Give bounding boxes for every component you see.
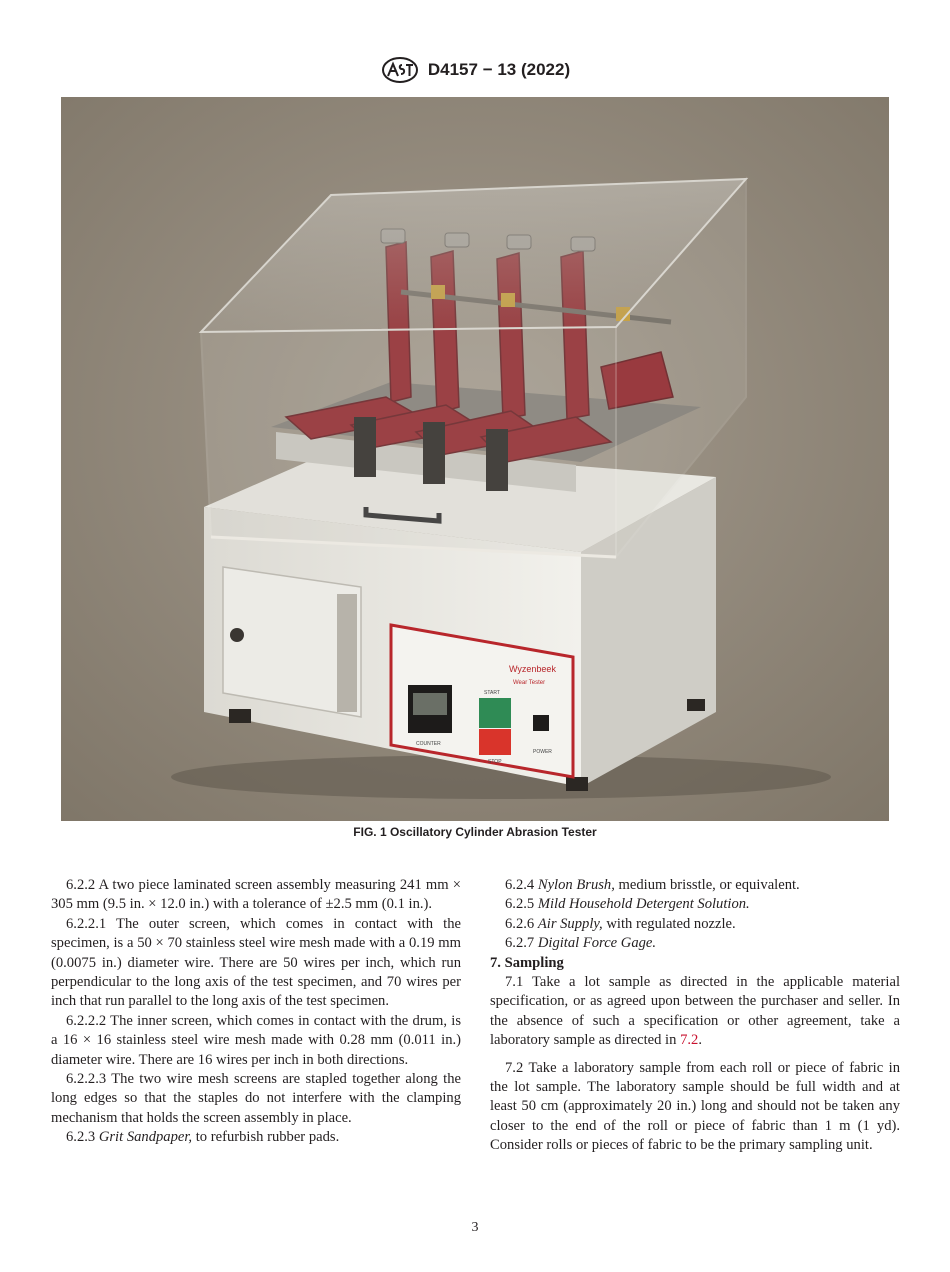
paragraph-text: to refurbish rubber pads. bbox=[195, 1129, 340, 1146]
section-number: 6.2.6 bbox=[505, 915, 535, 932]
panel-subtitle: Wear Tester bbox=[513, 680, 546, 686]
paragraph-6-2-7 bbox=[490, 934, 900, 953]
counter-label: COUNTER bbox=[416, 741, 441, 747]
right-column bbox=[490, 876, 900, 1156]
cross-reference-link[interactable]: 7.2 bbox=[680, 1032, 699, 1049]
power-switch bbox=[533, 715, 549, 731]
paragraph-text: A two piece laminated screen assembly measuring 241 mm × 305 mm (9.5 in. × 12.0 in.) with a tolerance of ±2.5 mm (0.1 in.). bbox=[51, 877, 461, 913]
stop-button bbox=[479, 729, 511, 755]
section-number: 7.1 bbox=[505, 974, 524, 991]
abrasion-tester-illustration bbox=[61, 97, 889, 821]
paragraph-text: Take a laboratory sample from each roll or piece of fabric in the lot sample. The laboratory sample should be full width and at least 50 cm (approximately 20 in.) long and should not be taken any closer to the end of the roll or piece of fabric than 1 m (1 yd). Consider rolls or pieces of fabric to be the primary sampling unit. bbox=[490, 1059, 901, 1154]
section-number: 6.2.2.3 bbox=[66, 1071, 107, 1088]
section-number: 6.2.5 bbox=[505, 896, 535, 913]
item-term: Digital Force Gage. bbox=[537, 935, 657, 952]
section-number: 6.2.3 bbox=[66, 1129, 96, 1146]
paragraph-text: The outer screen, which comes in contact with the specimen, is a 50 × 70 stainless steel wire mesh made with a 0.19 mm (0.0075 in.) diameter wire. There are 50 wires per inch, which run perpendicular to the long axis of the test specimen, and 70 wires per inch that run parallel to the long axis of the test specimen. bbox=[51, 915, 461, 1010]
section-number: 6.2.2 bbox=[66, 877, 96, 893]
stop-label: STOP bbox=[488, 759, 502, 765]
counter-screen bbox=[413, 693, 447, 715]
left-column bbox=[51, 876, 461, 1148]
paragraph-7-2 bbox=[490, 1059, 900, 1156]
start-button bbox=[479, 698, 511, 728]
section-number: 6.2.4 bbox=[505, 877, 535, 893]
section-number: 6.2.7 bbox=[505, 935, 535, 952]
paragraph-6-2-5 bbox=[490, 895, 900, 914]
door-hinge bbox=[337, 594, 357, 712]
paragraph-text: Take a lot sample as directed in the applicable material specification, or as agreed upon between the purchaser and seller. In the absence of such a specification or other agreement, take a laboratory sample as directed in bbox=[490, 974, 901, 1049]
figure-caption: FIG. 1 Oscillatory Cylinder Abrasion Tester bbox=[353, 825, 597, 839]
astm-logo-icon bbox=[380, 56, 420, 84]
paragraph-text: The inner screen, which comes in contact with the drum, is a 16 × 16 stainless steel wire mesh made with 0.28 mm (0.011 in.) diameter wire. There are 16 wires per inch in both directions. bbox=[51, 1012, 461, 1068]
paragraph-end: . bbox=[698, 1032, 702, 1049]
section-heading-sampling: 7. Sampling bbox=[490, 954, 564, 971]
paragraph-6-2-2-2 bbox=[51, 1012, 461, 1070]
page-number: 3 bbox=[471, 1220, 479, 1235]
paragraph-6-2-6 bbox=[490, 915, 900, 934]
document-id: D4157 − 13 (2022) bbox=[427, 60, 571, 79]
paragraph-6-2-3 bbox=[51, 1128, 461, 1147]
item-term: Nylon Brush, bbox=[537, 877, 615, 893]
paragraph-6-2-2 bbox=[51, 876, 461, 915]
foot bbox=[229, 709, 251, 723]
start-label: START bbox=[484, 690, 500, 696]
paragraph-text: medium brisstle, or equivalent. bbox=[618, 877, 800, 893]
figure-photo bbox=[61, 97, 889, 821]
item-term: Mild Household Detergent Solution. bbox=[537, 896, 750, 913]
item-term: Grit Sandpaper, bbox=[98, 1129, 193, 1146]
paragraph-text: with regulated nozzle. bbox=[606, 915, 736, 932]
paragraph-text: The two wire mesh screens are stapled together along the long edges so that the staples do not interfere with the clamping mechanism that holds the screen assembly in place. bbox=[51, 1071, 461, 1126]
paragraph-6-2-4 bbox=[490, 876, 900, 895]
panel-brand: Wyzenbeek bbox=[509, 664, 556, 674]
paragraph-6-2-2-3 bbox=[51, 1070, 461, 1128]
section-number: 7.2 bbox=[505, 1059, 524, 1076]
section-number: 6.2.2.2 bbox=[66, 1012, 107, 1029]
power-label: POWER bbox=[533, 749, 552, 755]
document-header bbox=[0, 56, 950, 84]
item-term: Air Supply, bbox=[537, 915, 603, 932]
foot bbox=[687, 699, 705, 711]
paragraph-7-1 bbox=[490, 973, 900, 1051]
paragraph-6-2-2-1 bbox=[51, 915, 461, 1012]
door-knob bbox=[230, 628, 244, 642]
foot bbox=[566, 777, 588, 791]
section-number: 6.2.2.1 bbox=[66, 915, 107, 932]
